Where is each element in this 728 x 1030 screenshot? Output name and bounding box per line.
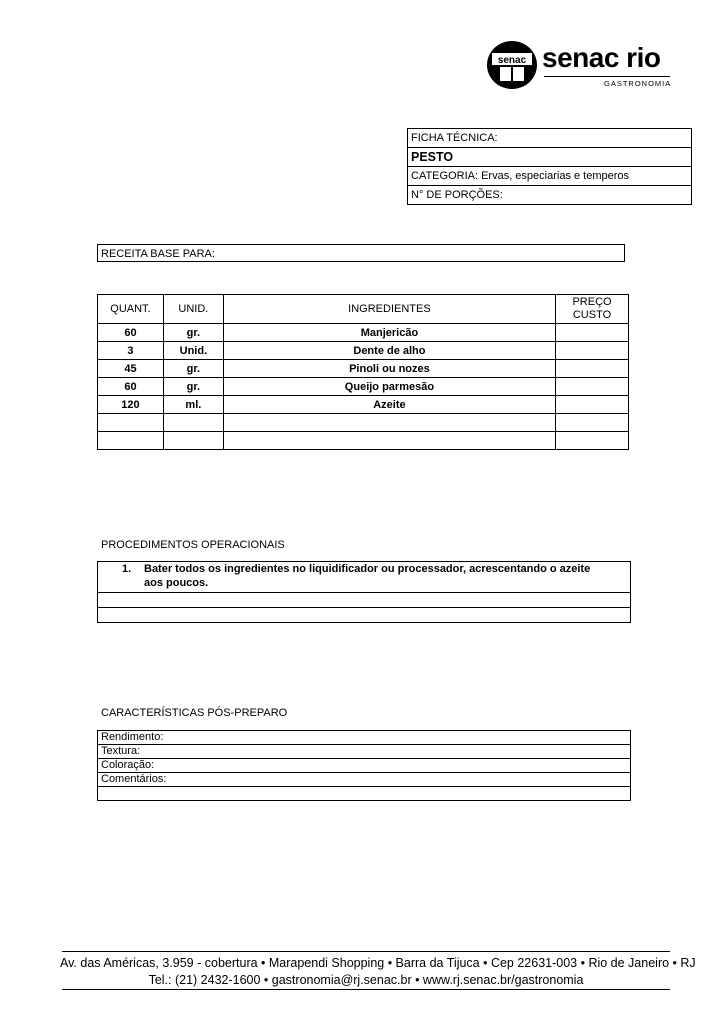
ingredients-table bbox=[97, 294, 629, 450]
empty-procedure-row bbox=[98, 608, 631, 623]
recipe-title: PESTO bbox=[408, 148, 691, 167]
quant-cell: 120 bbox=[98, 396, 164, 414]
textura-field: Textura: bbox=[98, 745, 631, 759]
preco-cell bbox=[556, 396, 629, 414]
table-row bbox=[98, 324, 629, 342]
senac-logo-icon bbox=[486, 40, 538, 90]
table-header-row bbox=[98, 295, 629, 324]
senac-rio-logo bbox=[486, 40, 672, 90]
header-quant: QUANT. bbox=[98, 295, 164, 324]
empty-table-row bbox=[98, 432, 629, 450]
empty-procedure-row bbox=[98, 593, 631, 608]
table-row bbox=[98, 342, 629, 360]
ficha-label: FICHA TÉCNICA: bbox=[408, 129, 691, 148]
logo-box-text: senac bbox=[497, 55, 527, 66]
preco-cell bbox=[556, 360, 629, 378]
logo-divider bbox=[544, 76, 670, 77]
quant-cell: 45 bbox=[98, 360, 164, 378]
procedimentos-table bbox=[97, 561, 631, 623]
logo-subtitle: GASTRONOMIA bbox=[604, 79, 672, 88]
table-row bbox=[98, 360, 629, 378]
caracteristicas-title: CARACTERÍSTICAS PÓS-PREPARO bbox=[101, 707, 288, 719]
receita-base-field: RECEITA BASE PARA: bbox=[97, 244, 625, 262]
procedure-step-row bbox=[98, 562, 631, 593]
header-preco-custo: PREÇO CUSTO bbox=[556, 295, 629, 324]
footer-contact: Tel.: (21) 2432-1600 • gastronomia@rj.senac.br • www.rj.senac.br/gastronomia bbox=[148, 973, 584, 987]
unid-cell: gr. bbox=[163, 360, 223, 378]
coloracao-field: Coloração: bbox=[98, 759, 631, 773]
categoria-field: CATEGORIA: Ervas, especiarias e temperos bbox=[408, 167, 691, 186]
porcoes-field: N° DE PORÇÕES: bbox=[411, 189, 503, 201]
quant-cell: 60 bbox=[98, 324, 164, 342]
ingrediente-cell: Pinoli ou nozes bbox=[223, 360, 555, 378]
caracteristicas-table bbox=[97, 730, 631, 801]
unid-cell: gr. bbox=[163, 324, 223, 342]
preco-cell bbox=[556, 342, 629, 360]
ficha-tecnica-box bbox=[407, 128, 692, 205]
quant-cell: 3 bbox=[98, 342, 164, 360]
empty-table-row bbox=[98, 414, 629, 432]
rendimento-field: Rendimento: bbox=[98, 731, 631, 745]
footer-divider-bottom bbox=[62, 989, 670, 990]
quant-cell: 60 bbox=[98, 378, 164, 396]
preco-cell bbox=[556, 378, 629, 396]
ingrediente-cell: Manjericão bbox=[223, 324, 555, 342]
step-text: Bater todos os ingredientes no liquidificador ou processador, acrescentando o azeite aos poucos. bbox=[144, 563, 591, 589]
preco-cell bbox=[556, 324, 629, 342]
empty-caracteristicas-row bbox=[98, 787, 631, 801]
ingrediente-cell: Dente de alho bbox=[223, 342, 555, 360]
footer-divider-top bbox=[62, 951, 670, 952]
unid-cell: gr. bbox=[163, 378, 223, 396]
procedimentos-title: PROCEDIMENTOS OPERACIONAIS bbox=[101, 539, 285, 551]
ingrediente-cell: Azeite bbox=[223, 396, 555, 414]
header-unid: UNID. bbox=[163, 295, 223, 324]
table-row bbox=[98, 396, 629, 414]
table-row bbox=[98, 378, 629, 396]
logo-name: senac rio bbox=[542, 42, 661, 73]
unid-cell: ml. bbox=[163, 396, 223, 414]
step-number: 1. bbox=[122, 563, 132, 575]
comentarios-field: Comentários: bbox=[98, 773, 631, 787]
unid-cell: Unid. bbox=[163, 342, 223, 360]
ingrediente-cell: Queijo parmesão bbox=[223, 378, 555, 396]
header-ingredientes: INGREDIENTES bbox=[223, 295, 555, 324]
footer-address: Av. das Américas, 3.959 - cobertura • Marapendi Shopping • Barra da Tijuca • Cep 22631-003 • Rio de Janeiro • RJ bbox=[60, 956, 696, 970]
